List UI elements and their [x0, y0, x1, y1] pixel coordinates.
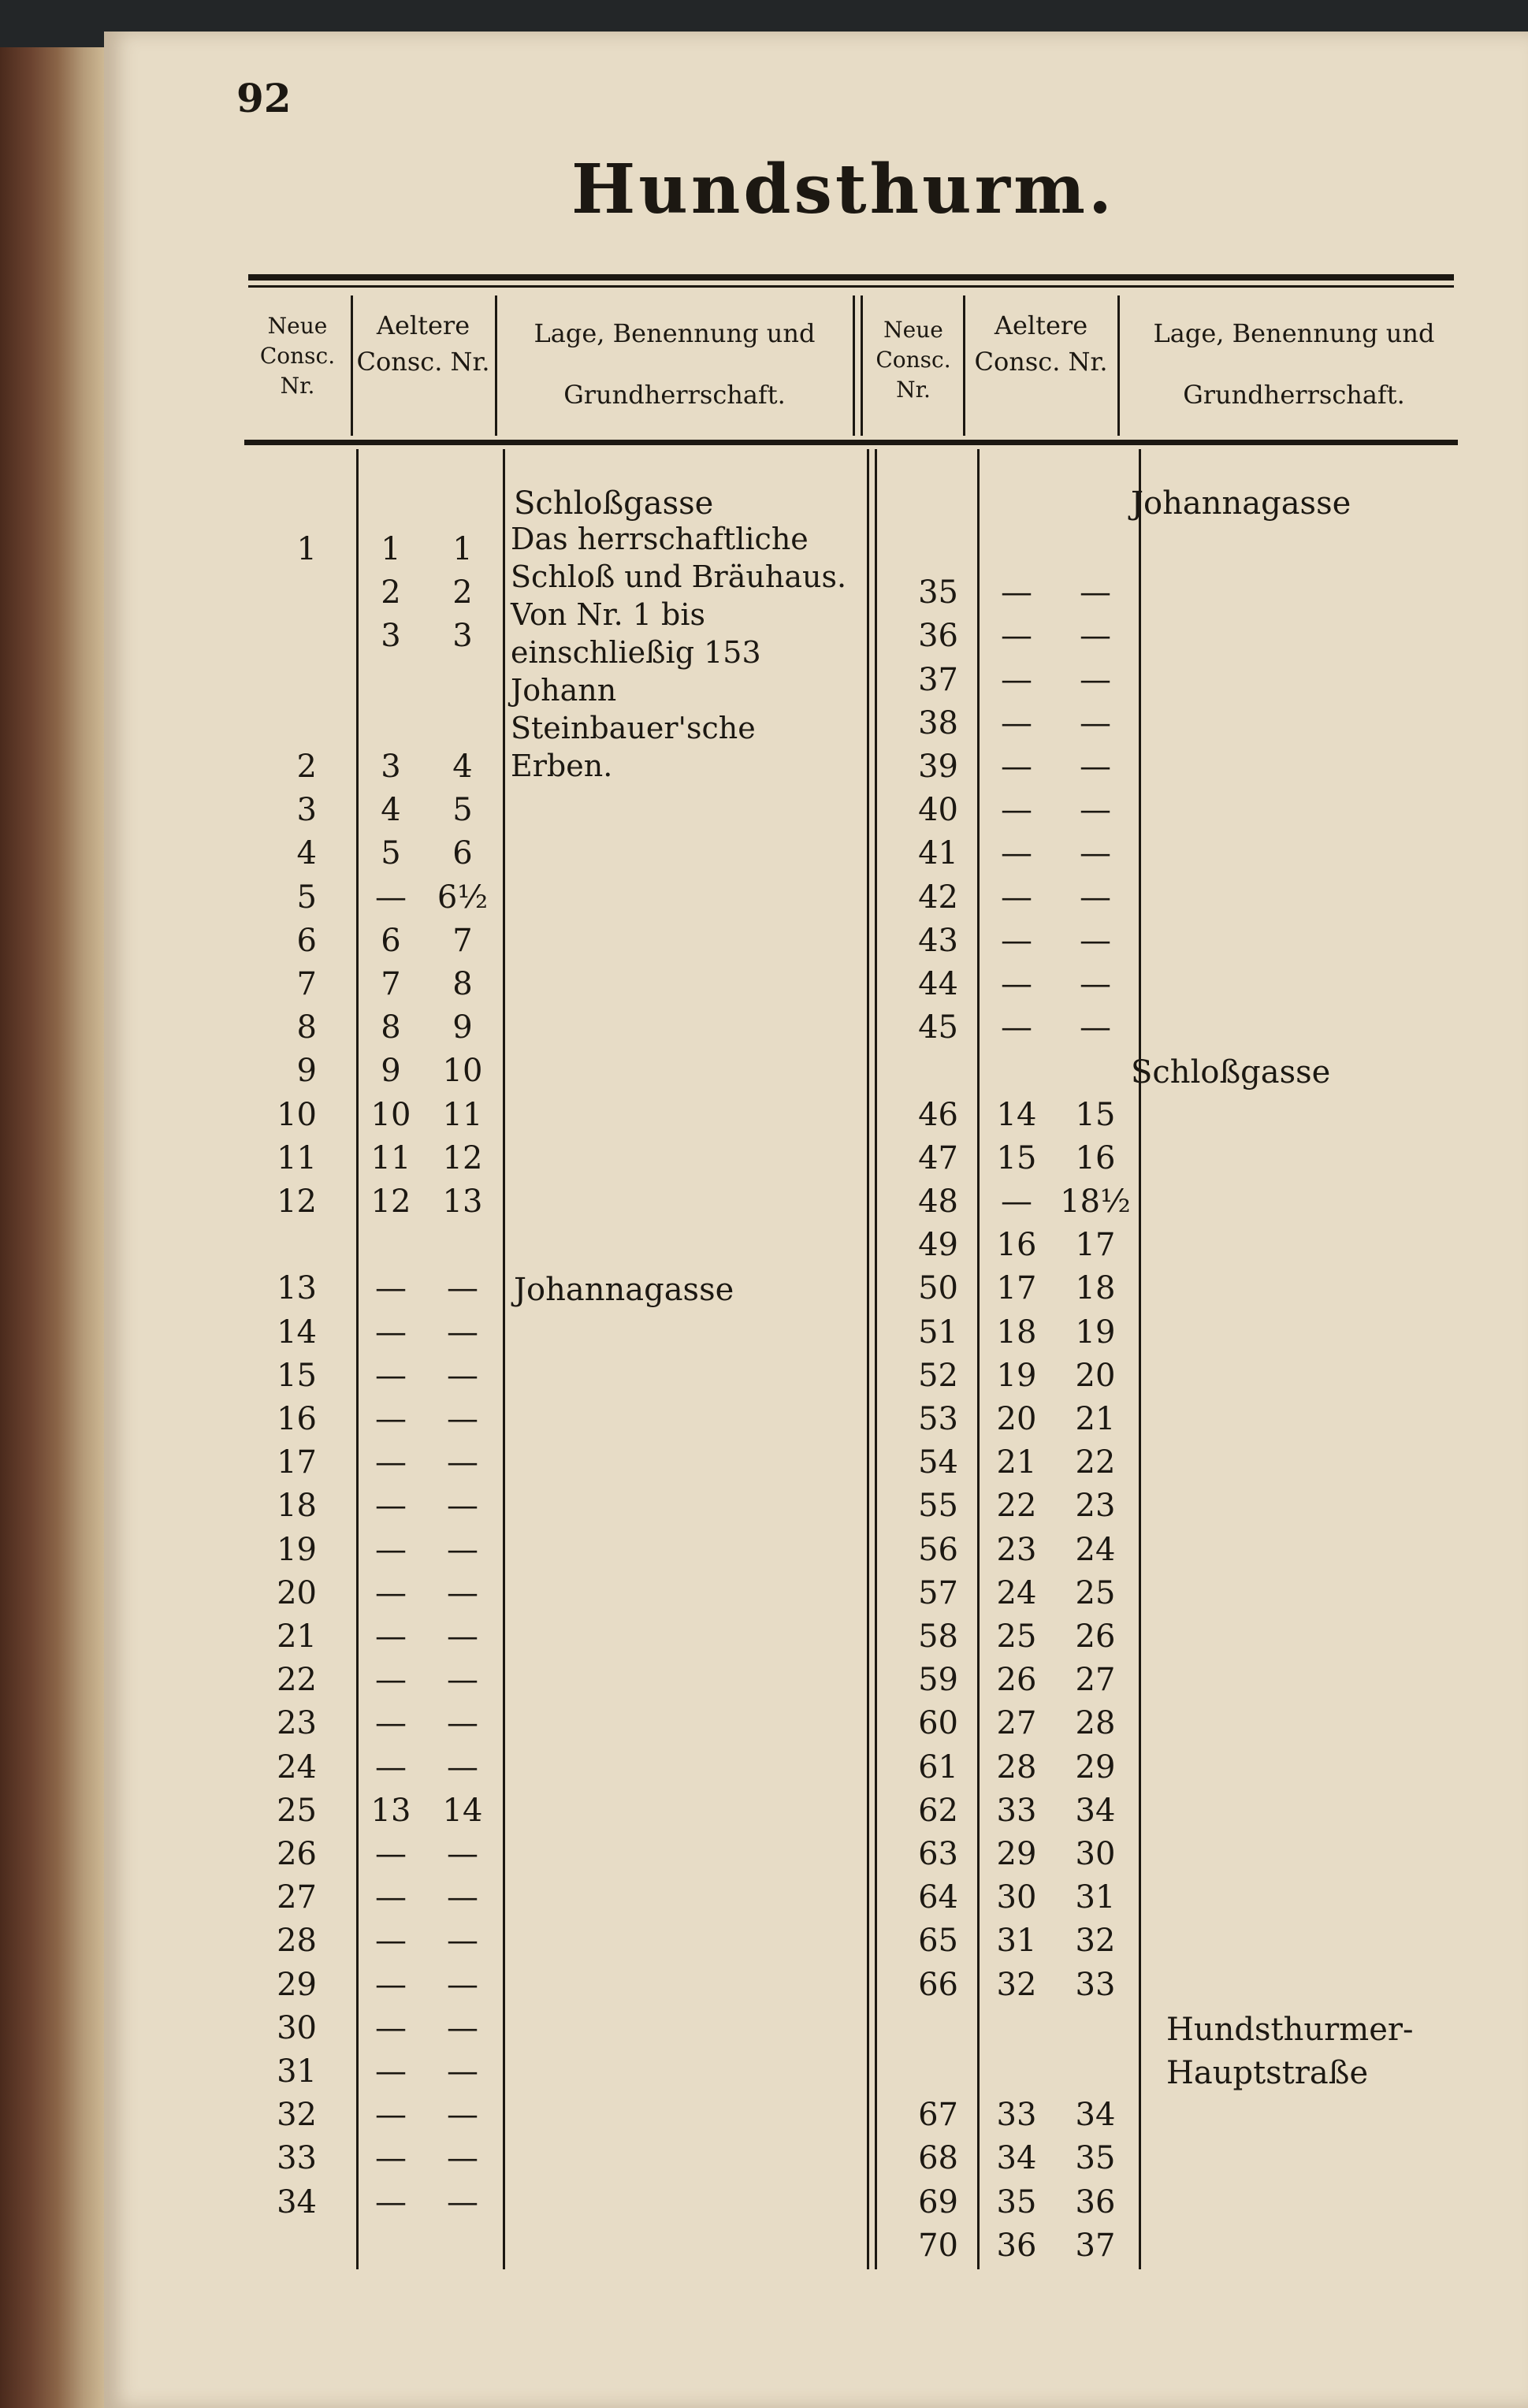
page-title: Hundsthurm. — [571, 150, 1115, 229]
header-right-lage-1: Lage, Benennung und — [1153, 318, 1435, 348]
left-aeltere-a: 13 — [370, 1792, 411, 1829]
right-neue-nr: 35 — [918, 574, 958, 611]
left-neue-nr: 25 — [277, 1792, 317, 1829]
left-aeltere-a: — — [375, 1836, 407, 1872]
right-aeltere-a: 22 — [996, 1488, 1037, 1525]
header-right-aeltere: Aeltere Consc. Nr. — [974, 310, 1108, 377]
left-aeltere-b: — — [447, 1488, 478, 1525]
left-neue-nr: 7 — [296, 966, 317, 1002]
right-aeltere-a: — — [1001, 1009, 1032, 1046]
left-street-heading: Johannagasse — [514, 1272, 734, 1309]
left-neue-nr: 31 — [277, 2053, 317, 2090]
left-neue-nr: 26 — [277, 1836, 317, 1872]
right-neue-nr: 40 — [918, 792, 958, 829]
header-left-lage-1: Lage, Benennung und — [533, 318, 816, 348]
left-aeltere-b: 4 — [452, 749, 473, 785]
left-neue-nr: 1 — [296, 531, 317, 567]
right-neue-nr: 66 — [918, 1966, 958, 2003]
left-neue-nr: 9 — [296, 1053, 317, 1090]
right-neue-nr: 64 — [918, 1879, 958, 1916]
left-aeltere-b: — — [447, 1923, 478, 1960]
right-neue-nr: 41 — [918, 835, 958, 872]
right-aeltere-a: 34 — [996, 2140, 1037, 2177]
left-neue-nr: 27 — [277, 1879, 317, 1916]
left-neue-nr: 24 — [277, 1748, 317, 1786]
left-neue-nr: 8 — [296, 1009, 317, 1046]
left-aeltere-b: — — [447, 1314, 478, 1351]
right-neue-nr: 47 — [918, 1139, 958, 1176]
left-neue-nr: 12 — [277, 1184, 317, 1220]
left-neue-nr: 4 — [296, 835, 317, 872]
left-aeltere-a: 6 — [381, 922, 401, 959]
left-neue-nr: 32 — [277, 2097, 317, 2134]
left-neue-nr: 14 — [277, 1314, 317, 1351]
left-aeltere-a: — — [375, 879, 407, 916]
left-neue-nr: 13 — [277, 1270, 317, 1307]
right-aeltere-a: 26 — [996, 1662, 1037, 1699]
left-aeltere-b: — — [447, 2183, 478, 2220]
right-aeltere-a: — — [1001, 879, 1032, 916]
right-aeltere-a: — — [1001, 704, 1032, 741]
left-aeltere-a: — — [375, 1444, 407, 1481]
right-aeltere-a: 31 — [996, 1923, 1037, 1960]
right-neue-nr: 52 — [918, 1357, 958, 1394]
left-neue-nr: 5 — [296, 879, 317, 916]
right-aeltere-b: — — [1080, 749, 1111, 785]
right-aeltere-a: 32 — [996, 1966, 1037, 2003]
left-aeltere-a: — — [375, 1748, 407, 1786]
right-neue-nr: 62 — [918, 1792, 958, 1829]
left-aeltere-b: — — [447, 1966, 478, 2003]
right-aeltere-a: 18 — [996, 1314, 1037, 1351]
right-aeltere-a: 25 — [996, 1618, 1037, 1655]
right-aeltere-b: 24 — [1075, 1531, 1116, 1568]
right-aeltere-b: 27 — [1075, 1662, 1116, 1699]
right-aeltere-a: 36 — [996, 2227, 1037, 2264]
left-aeltere-a: 3 — [381, 749, 401, 785]
left-aeltere-b: — — [447, 1705, 478, 1742]
right-aeltere-a: — — [1001, 618, 1032, 655]
right-aeltere-b: 23 — [1075, 1488, 1116, 1525]
right-neue-nr: 38 — [918, 704, 958, 741]
right-aeltere-a: — — [1001, 966, 1032, 1002]
left-aeltere-a: 7 — [381, 966, 401, 1002]
left-neue-nr: 3 — [296, 792, 317, 829]
header-right-neue: Neue Consc. Nr. — [876, 317, 951, 403]
right-aeltere-a: 33 — [996, 2097, 1037, 2134]
right-aeltere-a: 30 — [996, 1879, 1037, 1916]
left-aeltere-b: — — [447, 1531, 478, 1568]
right-aeltere-b: 34 — [1075, 1792, 1116, 1829]
right-neue-nr: 39 — [918, 749, 958, 785]
right-neue-nr: 69 — [918, 2183, 958, 2220]
left-aeltere-b: — — [447, 1618, 478, 1655]
right-aeltere-a: 27 — [996, 1705, 1037, 1742]
left-aeltere-b: 5 — [452, 792, 473, 829]
right-neue-nr: 49 — [918, 1227, 958, 1264]
right-aeltere-a: 28 — [996, 1748, 1037, 1786]
left-aeltere-b: 1 — [452, 531, 473, 567]
left-aeltere-a: — — [375, 1618, 407, 1655]
right-neue-nr: 70 — [918, 2227, 958, 2264]
left-neue-nr: 17 — [277, 1444, 317, 1481]
left-neue-nr: 22 — [277, 1662, 317, 1699]
right-aeltere-b: — — [1080, 879, 1111, 916]
right-aeltere-b: — — [1080, 574, 1111, 611]
left-aeltere-b: — — [447, 1357, 478, 1394]
right-aeltere-a: — — [1001, 749, 1032, 785]
left-aeltere-b: — — [447, 1748, 478, 1786]
right-aeltere-b: — — [1080, 618, 1111, 655]
left-aeltere-b: 12 — [442, 1139, 483, 1176]
left-neue-nr: 18 — [277, 1488, 317, 1525]
right-neue-nr: 59 — [918, 1662, 958, 1699]
right-aeltere-b: 19 — [1075, 1314, 1116, 1351]
right-neue-nr: 57 — [918, 1574, 958, 1611]
right-neue-nr: 55 — [918, 1488, 958, 1525]
right-aeltere-b: 15 — [1075, 1096, 1116, 1133]
left-aeltere-a: 3 — [381, 618, 401, 655]
right-aeltere-a: — — [1001, 574, 1032, 611]
right-neue-nr: 60 — [918, 1705, 958, 1742]
right-aeltere-a: 14 — [996, 1096, 1037, 1133]
left-aeltere-b: 11 — [442, 1096, 483, 1133]
right-aeltere-b: 26 — [1075, 1618, 1116, 1655]
right-aeltere-a: 24 — [996, 1574, 1037, 1611]
body-divider-center-a — [867, 449, 869, 2269]
right-aeltere-b: — — [1080, 835, 1111, 872]
right-aeltere-b: — — [1080, 966, 1111, 1002]
table-top-rule-thin — [248, 285, 1454, 288]
left-aeltere-a: 1 — [381, 531, 401, 567]
left-neue-nr: 23 — [277, 1705, 317, 1742]
right-street-heading: Hauptstraße — [1166, 2055, 1369, 2091]
left-aeltere-a: — — [375, 1879, 407, 1916]
right-aeltere-b: 18 — [1075, 1270, 1116, 1307]
header-right-lage-2: Grundherrschaft. — [1183, 380, 1405, 410]
right-neue-nr: 61 — [918, 1748, 958, 1786]
right-neue-nr: 43 — [918, 922, 958, 959]
left-aeltere-b: 6½ — [437, 879, 489, 916]
left-aeltere-b: 14 — [442, 1792, 483, 1829]
left-neue-nr: 21 — [277, 1618, 317, 1655]
right-aeltere-b: — — [1080, 792, 1111, 829]
right-aeltere-b: 36 — [1075, 2183, 1116, 2220]
right-aeltere-b: 17 — [1075, 1227, 1116, 1264]
left-aeltere-b: 3 — [452, 618, 473, 655]
left-aeltere-b: — — [447, 2009, 478, 2046]
right-neue-nr: 44 — [918, 966, 958, 1002]
left-aeltere-a: — — [375, 1488, 407, 1525]
left-aeltere-b: 13 — [442, 1184, 483, 1220]
left-neue-nr: 19 — [277, 1531, 317, 1568]
right-neue-nr: 63 — [918, 1836, 958, 1872]
left-aeltere-b: 7 — [452, 922, 473, 959]
right-aeltere-b: 18½ — [1060, 1184, 1131, 1220]
right-neue-nr: 50 — [918, 1270, 958, 1307]
left-aeltere-a: — — [375, 2183, 407, 2220]
left-aeltere-a: 10 — [370, 1096, 411, 1133]
body-divider-center-b — [875, 449, 877, 2269]
left-neue-nr: 11 — [277, 1139, 317, 1176]
right-aeltere-b: — — [1080, 704, 1111, 741]
left-neue-nr: 20 — [277, 1574, 317, 1611]
left-neue-nr: 6 — [296, 922, 317, 959]
left-aeltere-b: 10 — [442, 1053, 483, 1090]
left-aeltere-a: — — [375, 2053, 407, 2090]
right-neue-nr: 45 — [918, 1009, 958, 1046]
right-neue-nr: 36 — [918, 618, 958, 655]
right-neue-nr: 46 — [918, 1096, 958, 1133]
right-aeltere-a: 20 — [996, 1401, 1037, 1437]
right-aeltere-a: — — [1001, 835, 1032, 872]
left-aeltere-a: — — [375, 1270, 407, 1307]
left-street-heading: Schloßgasse — [514, 485, 714, 522]
right-aeltere-a: 35 — [996, 2183, 1037, 2220]
header-left-neue: Neue Consc. Nr. — [259, 313, 336, 399]
left-aeltere-a: — — [375, 1357, 407, 1394]
body-divider-right-neue — [977, 449, 980, 2269]
right-neue-nr: 37 — [918, 661, 958, 698]
right-neue-nr: 65 — [918, 1923, 958, 1960]
left-neue-nr: 16 — [277, 1401, 317, 1437]
left-aeltere-a: — — [375, 1662, 407, 1699]
right-aeltere-b: 28 — [1075, 1705, 1116, 1742]
left-aeltere-a: — — [375, 1574, 407, 1611]
left-aeltere-b: — — [447, 2097, 478, 2134]
left-aeltere-a: 5 — [381, 835, 401, 872]
left-aeltere-b: — — [447, 1401, 478, 1437]
divider-right-neue — [963, 295, 965, 436]
left-aeltere-a: 12 — [370, 1184, 411, 1220]
left-aeltere-a: — — [375, 1923, 407, 1960]
right-aeltere-b: 34 — [1075, 2097, 1116, 2134]
left-neue-nr: 34 — [277, 2183, 317, 2220]
right-aeltere-b: 37 — [1075, 2227, 1116, 2264]
book-spine-edge — [0, 47, 104, 2408]
right-aeltere-a: 19 — [996, 1357, 1037, 1394]
left-aeltere-b: — — [447, 2140, 478, 2177]
left-aeltere-a: 4 — [381, 792, 401, 829]
left-aeltere-a: 11 — [370, 1139, 411, 1176]
left-aeltere-b: 6 — [452, 835, 473, 872]
right-aeltere-a: 17 — [996, 1270, 1037, 1307]
left-aeltere-b: 9 — [452, 1009, 473, 1046]
left-neue-nr: 15 — [277, 1357, 317, 1394]
left-aeltere-a: — — [375, 1966, 407, 2003]
left-aeltere-b: — — [447, 1836, 478, 1872]
divider-right-aeltere — [1117, 295, 1120, 436]
left-aeltere-a: — — [375, 2140, 407, 2177]
right-aeltere-a: 16 — [996, 1227, 1037, 1264]
right-street-heading: Johannagasse — [1131, 485, 1351, 522]
left-neue-nr: 33 — [277, 2140, 317, 2177]
header-left-aeltere: Aeltere Consc. Nr. — [356, 310, 490, 377]
right-neue-nr: 56 — [918, 1531, 958, 1568]
right-aeltere-a: — — [1001, 661, 1032, 698]
right-aeltere-b: 30 — [1075, 1836, 1116, 1872]
right-aeltere-b: 16 — [1075, 1139, 1116, 1176]
right-aeltere-b: 25 — [1075, 1574, 1116, 1611]
left-aeltere-b: — — [447, 1879, 478, 1916]
header-bottom-rule — [244, 440, 1458, 445]
left-aeltere-b: 2 — [452, 574, 473, 611]
left-aeltere-a: 8 — [381, 1009, 401, 1046]
left-aeltere-a: — — [375, 1314, 407, 1351]
right-neue-nr: 53 — [918, 1401, 958, 1437]
header-left-lage-2: Grundherrschaft. — [563, 380, 786, 410]
left-aeltere-b: — — [447, 1574, 478, 1611]
right-neue-nr: 42 — [918, 879, 958, 916]
right-aeltere-b: 21 — [1075, 1401, 1116, 1437]
left-aeltere-a: — — [375, 2009, 407, 2046]
left-aeltere-a: — — [375, 1401, 407, 1437]
right-aeltere-b: 31 — [1075, 1879, 1116, 1916]
right-aeltere-b: 35 — [1075, 2140, 1116, 2177]
right-neue-nr: 68 — [918, 2140, 958, 2177]
left-aeltere-b: — — [447, 1444, 478, 1481]
right-aeltere-b: 22 — [1075, 1444, 1116, 1481]
left-aeltere-b: — — [447, 2053, 478, 2090]
left-neue-nr: 28 — [277, 1923, 317, 1960]
page-number: 92 — [236, 75, 292, 121]
body-divider-right-aeltere — [1139, 449, 1141, 2269]
right-aeltere-a: — — [1001, 792, 1032, 829]
right-aeltere-b: 33 — [1075, 1966, 1116, 2003]
right-neue-nr: 67 — [918, 2097, 958, 2134]
right-aeltere-a: 21 — [996, 1444, 1037, 1481]
right-neue-nr: 51 — [918, 1314, 958, 1351]
left-aeltere-a: — — [375, 1531, 407, 1568]
castle-description: Das herrschaftliche Schloß und Bräuhaus. Von Nr. 1 bis einschließig 153 Johann Steinbauer'sche Erben. — [511, 522, 847, 783]
body-divider-left-aeltere — [503, 449, 505, 2269]
right-aeltere-b: 32 — [1075, 1923, 1116, 1960]
right-aeltere-a: 29 — [996, 1836, 1037, 1872]
right-aeltere-b: 20 — [1075, 1357, 1116, 1394]
left-neue-nr: 10 — [277, 1096, 317, 1133]
right-neue-nr: 58 — [918, 1618, 958, 1655]
left-neue-nr: 30 — [277, 2009, 317, 2046]
right-street-heading: Schloßgasse — [1131, 1054, 1331, 1091]
right-neue-nr: 54 — [918, 1444, 958, 1481]
body-divider-left-neue — [356, 449, 359, 2269]
divider-center-a — [853, 295, 855, 436]
right-aeltere-b: 29 — [1075, 1748, 1116, 1786]
right-aeltere-a: 23 — [996, 1531, 1037, 1568]
right-aeltere-b: — — [1080, 922, 1111, 959]
left-aeltere-a: — — [375, 1705, 407, 1742]
table-top-rule — [248, 274, 1454, 281]
left-aeltere-b: 8 — [452, 966, 473, 1002]
left-neue-nr: 29 — [277, 1966, 317, 2003]
right-aeltere-b: — — [1080, 1009, 1111, 1046]
right-neue-nr: 48 — [918, 1184, 958, 1220]
right-aeltere-a: — — [1001, 922, 1032, 959]
left-aeltere-a: 9 — [381, 1053, 401, 1090]
left-aeltere-a: 2 — [381, 574, 401, 611]
right-aeltere-a: 15 — [996, 1139, 1037, 1176]
right-aeltere-b: — — [1080, 661, 1111, 698]
right-aeltere-a: 33 — [996, 1792, 1037, 1829]
left-aeltere-a: — — [375, 2097, 407, 2134]
divider-center-b — [861, 295, 863, 436]
divider-left-aeltere — [495, 295, 497, 436]
right-street-heading: Hundsthurmer- — [1166, 2011, 1414, 2048]
left-neue-nr: 2 — [296, 749, 317, 785]
right-aeltere-a: — — [1001, 1184, 1032, 1220]
left-aeltere-b: — — [447, 1270, 478, 1307]
left-aeltere-b: — — [447, 1662, 478, 1699]
